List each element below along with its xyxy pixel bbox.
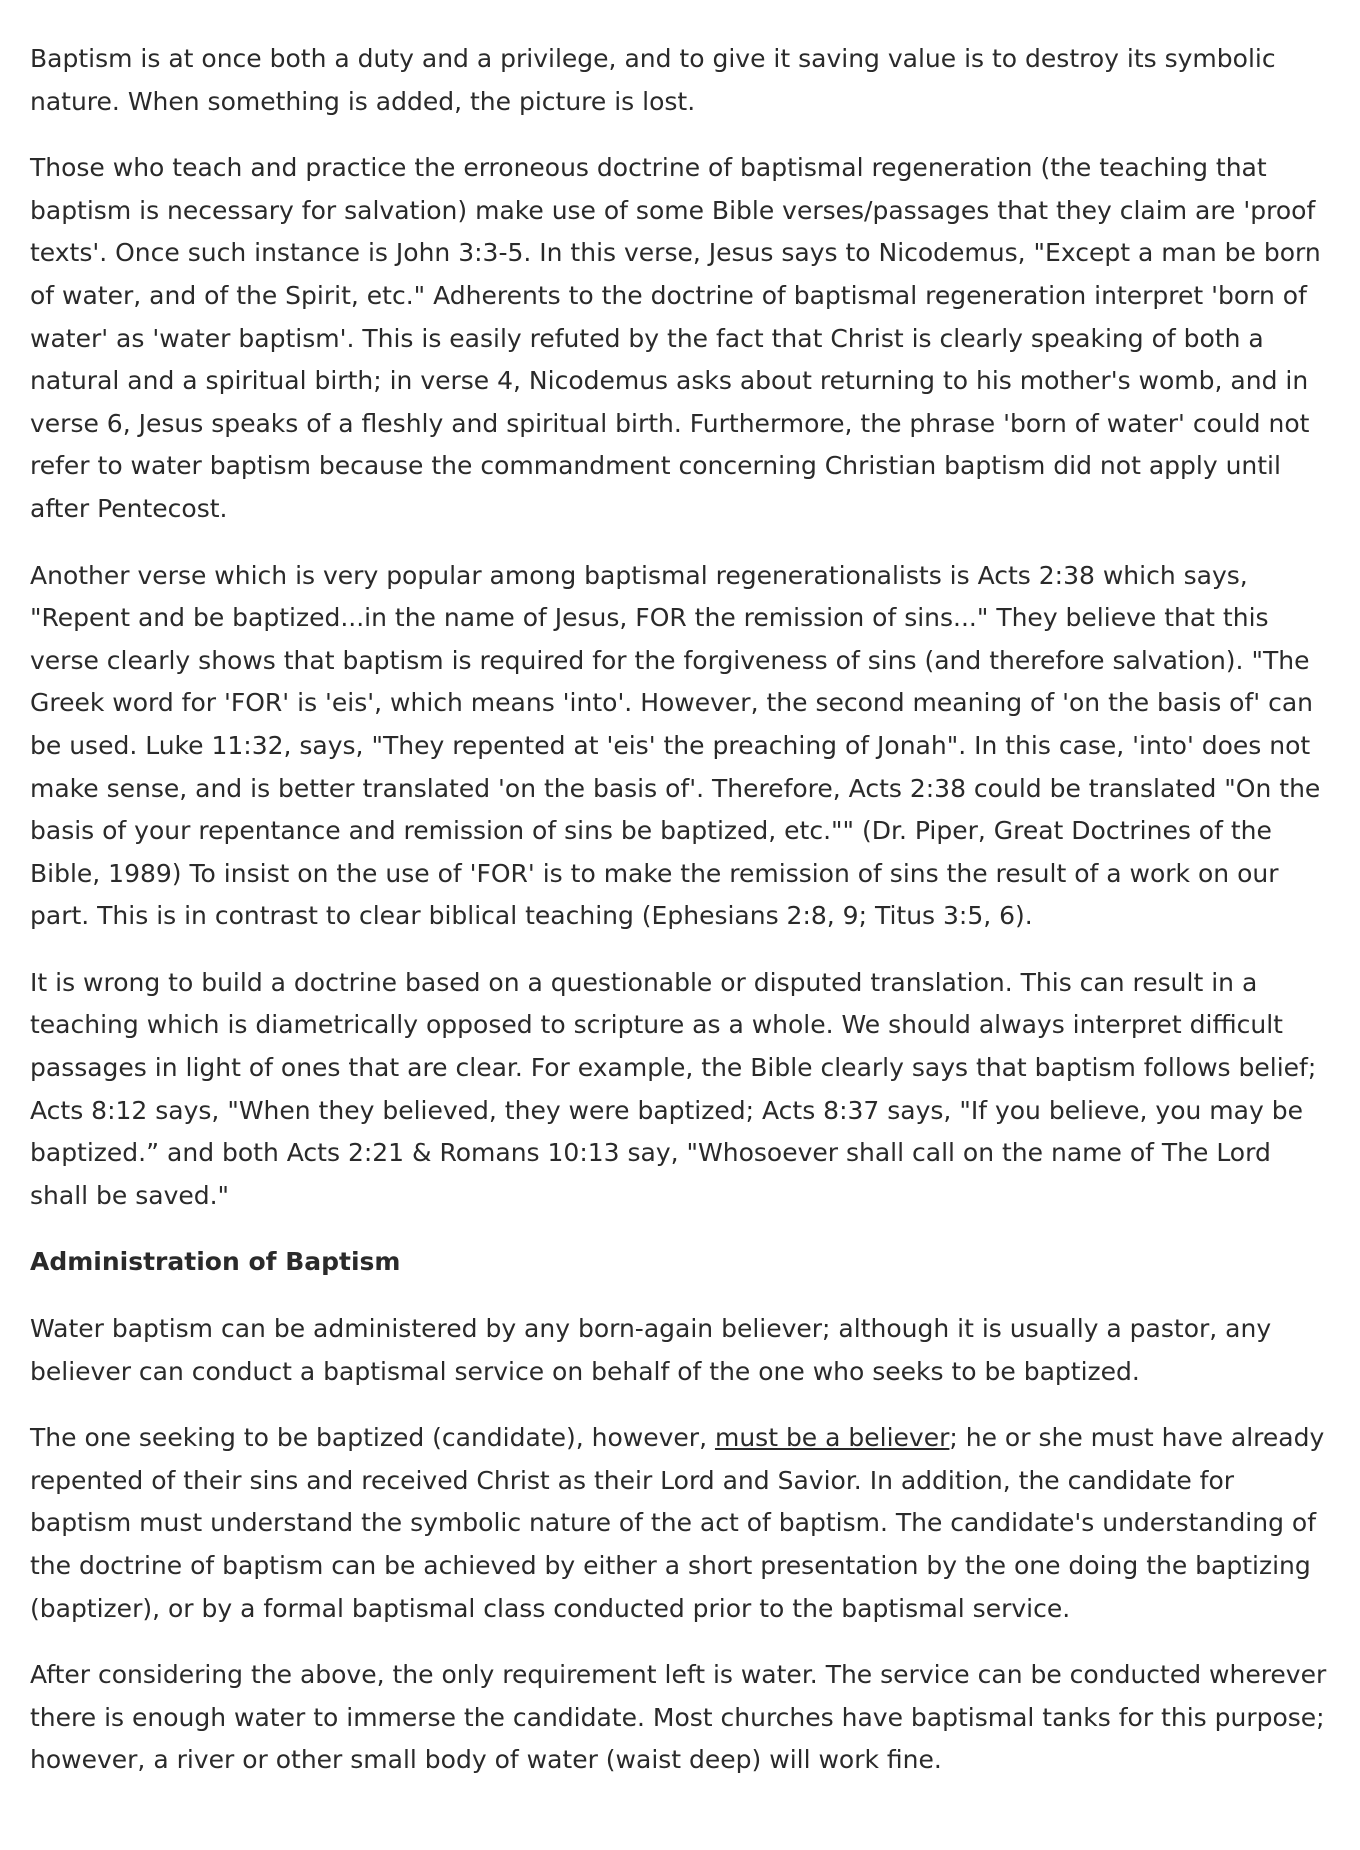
paragraph-baptismal-regeneration: Those who teach and practice the erroneous doctrine of baptismal regeneration (the teaching that baptism is necessary for salvation) make use of some Bible verses/passages that they claim are 'proof texts'. Once such instance is John 3:3-5. In this verse, Jesus says to Nicodemus, "Except a man be born of water, and of the Spirit, etc." Adherents to the doctrine of baptismal regeneration interpret 'born of water' as 'water baptism'. This is easily refuted by the fact that Christ is clearly speaking of both a natural and a spiritual birth; in verse 4, Nicodemus asks about returning to his mother's womb, and in verse 6, Jesus speaks of a fleshly and spiritual birth. Furthermore, the phrase 'born of water' could not refer to water baptism because the commandment concerning Christian baptism did not apply until after Pentecost. [30, 153, 1321, 523]
paragraph-water-requirement: After considering the above, the only requirement left is water. The service can be conducted wherever there is enough water to immerse the candidate. Most churches have baptismal tanks for this purpose; however, a river or other small body of water (waist deep) will work fine. [30, 1660, 1327, 1775]
paragraph-disputed-translation: It is wrong to build a doctrine based on a questionable or disputed translation. This can result in a teaching which is diametrically opposed to scripture as a whole. We should always interpret difficult passages in light of ones that are clear. For example, the Bible clearly says that baptism follows belief; Acts 8:12 says, "When they believed, they were baptized; Acts 8:37 says, "If you believe, you may be baptized.” and both Acts 2:21 & Romans 10:13 say, "Whosoever shall call on the name of The Lord shall be saved." [30, 967, 1317, 1210]
candidate-text-start: The one seeking to be baptized (candidate), however, [30, 1423, 715, 1453]
paragraph-candidate [30, 1417, 1330, 1630]
paragraph-administered-by: Water baptism can be administered by any born-again believer; although it is usually a pastor, any believer can conduct a baptismal service on behalf of the one who seeks to be baptized. [30, 1314, 1272, 1386]
paragraph-acts-2-38: Another verse which is very popular among baptismal regenerationalists is Acts 2:38 which says, "Repent and be baptized...in the name of Jesus, FOR the remission of sins..." They believe that this verse clearly shows that baptism is required for the forgiveness of sins (and therefore salvation). "The Greek word for 'FOR' is 'eis', which means 'into'. However, the second meaning of 'on the basis of' can be used. Luke 11:32, says, "They repented at 'eis' the preaching of Jonah". In this case, 'into' does not make sense, and is better translated 'on the basis of'. Therefore, Acts 2:38 could be translated "On the basis of your repentance and remission of sins be baptized, etc."" (Dr. Piper, Great Doctrines of the Bible, 1989) To insist on the use of 'FOR' is to make the remission of sins the result of a work on our part. This is in contrast to clear biblical teaching (Ephesians 2:8, 9; Titus 3:5, 6). [30, 560, 1321, 931]
document-page [30, 38, 1330, 1806]
paragraph-duty-privilege: Baptism is at once both a duty and a privilege, and to give it saving value is to destroy its symbolic nature. When something is added, the picture is lost. [30, 44, 1276, 116]
candidate-text-end: ; he or she must have already repented of their sins and received Christ as their Lord and Savior. In addition, the candidate for baptism must understand the symbolic nature of the act of baptism. The candidate's understanding of the doctrine of baptism can be achieved by either a short presentation by the one doing the baptizing (baptizer), or by a formal baptismal class conducted prior to the baptismal service. [30, 1423, 1325, 1623]
section-heading: Administration of Baptism [30, 1247, 401, 1277]
underlined-phrase: must be a believer [714, 1423, 950, 1453]
